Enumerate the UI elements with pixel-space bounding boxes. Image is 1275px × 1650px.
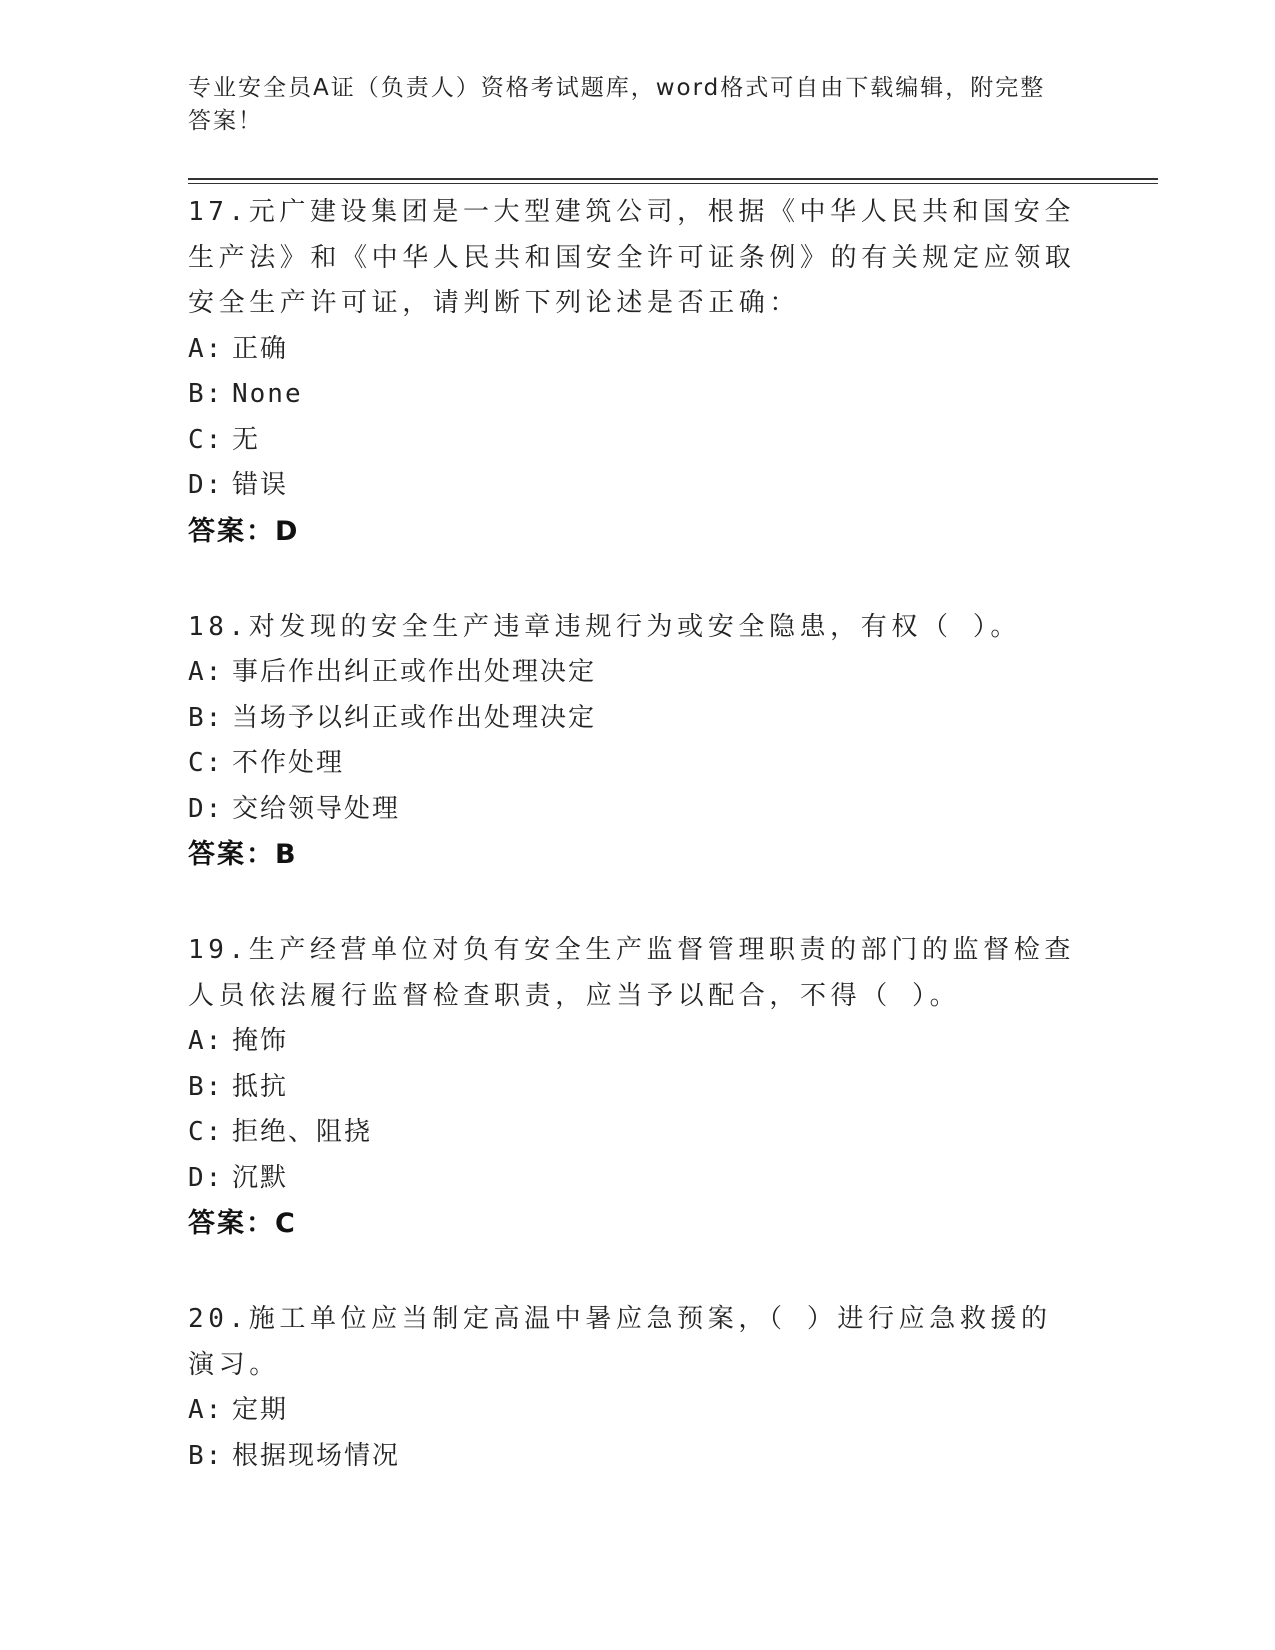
question-text: 20.施工单位应当制定高温中暑应急预案，（ ）进行应急救援的演习。 [188, 1304, 1052, 1380]
option-label: B: [188, 1071, 224, 1102]
option-label: B: [188, 1440, 224, 1471]
option-b [188, 372, 1078, 418]
option-a [188, 1388, 1078, 1434]
option-d [188, 787, 1078, 833]
option-label: B: [188, 702, 224, 733]
question-list [188, 190, 1078, 1529]
option-label: C: [188, 748, 224, 778]
option-c [188, 741, 1078, 787]
option-text: 事后作出纠正或作出处理决定 [232, 657, 597, 687]
option-b [188, 696, 1078, 742]
option-b [188, 1434, 1078, 1480]
question-text: 18.对发现的安全生产违章违规行为或安全隐患，有权（ ）。 [188, 611, 1022, 642]
option-label: D: [188, 470, 224, 500]
option-label: C: [188, 1117, 224, 1147]
question-19 [188, 928, 1078, 1247]
question-17 [188, 190, 1078, 555]
question-text: 19.生产经营单位对负有安全生产监督管理职责的部门的监督检查人员依法履行监督检查职责，应当予以配合，不得（ ）。 [188, 935, 1075, 1011]
header-divider-thick [188, 178, 1158, 180]
option-text: 根据现场情况 [232, 1440, 401, 1471]
option-label: A: [188, 333, 224, 364]
option-c [188, 418, 1078, 464]
option-a [188, 1019, 1078, 1065]
document-header: 专业安全员A证（负责人）资格考试题库，word格式可自由下载编辑，附完整答案！ [188, 75, 1046, 134]
option-d [188, 463, 1078, 509]
option-text: 无 [232, 424, 261, 455]
option-text: 沉默 [232, 1162, 289, 1193]
answer-line: 答案：C [188, 1208, 297, 1239]
option-label: D: [188, 1162, 224, 1193]
answer-line: 答案：D [188, 515, 300, 547]
question-20 [188, 1297, 1078, 1479]
option-label: A: [188, 1026, 224, 1056]
option-text: 当场予以纠正或作出处理决定 [232, 702, 597, 733]
option-d [188, 1156, 1078, 1202]
question-18 [188, 605, 1078, 879]
option-label: A: [188, 1395, 224, 1425]
answer-line: 答案：B [188, 839, 298, 870]
option-text: 掩饰 [232, 1026, 289, 1056]
question-text: 17.元广建设集团是一大型建筑公司，根据《中华人民共和国安全生产法》和《中华人民共和国安全许可证条例》的有关规定应领取安全生产许可证，请判断下列论述是否正确： [188, 197, 1076, 318]
option-a [188, 650, 1078, 696]
option-label: B: [188, 379, 224, 409]
option-text: 正确 [232, 333, 289, 364]
option-text: 拒绝、阻挠 [232, 1117, 373, 1147]
header-divider-thin [188, 183, 1158, 184]
option-text: 交给领导处理 [232, 793, 401, 824]
option-text: 定期 [232, 1395, 289, 1425]
option-b [188, 1065, 1078, 1111]
option-text: 错误 [232, 470, 289, 500]
option-text: 不作处理 [232, 748, 345, 778]
option-label: D: [188, 793, 224, 824]
option-label: A: [188, 657, 224, 687]
option-text: None [232, 379, 303, 409]
option-a [188, 327, 1078, 373]
option-label: C: [188, 424, 224, 455]
option-c [188, 1110, 1078, 1156]
option-text: 抵抗 [232, 1071, 289, 1102]
